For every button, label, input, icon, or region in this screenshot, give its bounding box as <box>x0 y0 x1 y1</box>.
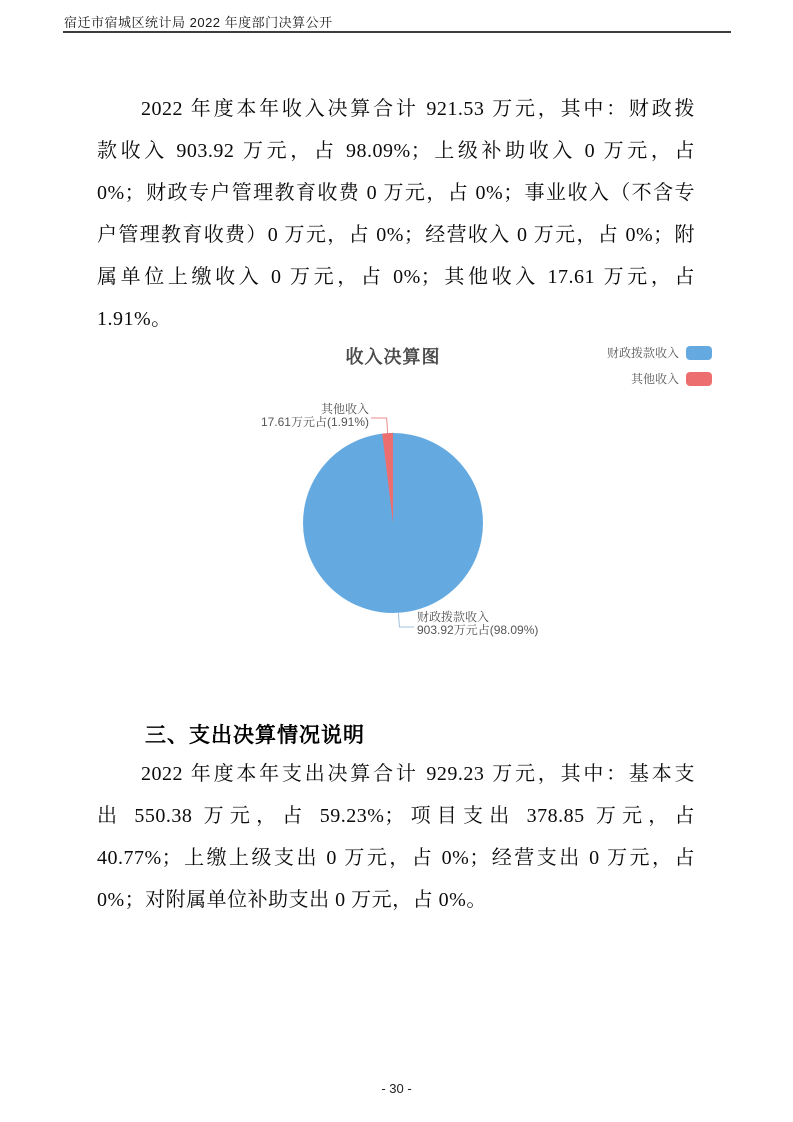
pie-label-fiscal-value: 903.92万元占(98.09%) <box>417 623 539 637</box>
expend-line: 0%；对附属单位补助支出 0 万元，占 0%。 <box>97 889 487 911</box>
expend-line: 40.77%；上缴上级支出 0 万元，占 0%；经营支出 0 万元，占 <box>97 847 695 869</box>
expend-line: 出 550.38 万元，占 59.23%；项目支出 378.85 万元，占 <box>97 805 695 827</box>
pie-label-other-name: 其他收入 <box>320 402 369 416</box>
income-line: 属单位上缴收入 0 万元，占 0%；其他收入 17.61 万元，占 <box>97 266 695 288</box>
leader-line-other <box>371 418 388 433</box>
income-line: 户管理教育收费）0 万元，占 0%；经营收入 0 万元，占 0%；附 <box>97 224 695 246</box>
income-paragraph <box>97 88 695 340</box>
income-line: 款收入 903.92 万元，占 98.09%；上级补助收入 0 万元，占 <box>97 140 695 162</box>
income-line: 0%；财政专户管理教育收费 0 万元，占 0%；事业收入（不含专 <box>97 182 695 204</box>
legend-label: 其他收入 <box>630 372 679 386</box>
legend-item-other[interactable] <box>607 370 712 387</box>
legend-label: 财政拨款收入 <box>606 346 679 360</box>
section-heading: 三、支出决算情况说明 <box>145 724 365 747</box>
pie-label-fiscal <box>417 611 538 637</box>
chart-legend <box>607 344 712 396</box>
expenditure-paragraph <box>97 753 695 921</box>
page-number: - 30 - <box>381 1081 412 1096</box>
expend-line: 2022 年度本年支出决算合计 929.23 万元，其中：基本支 <box>141 763 695 785</box>
pie-label-other-value: 17.61万元占(1.91%) <box>260 415 369 429</box>
page-header-title: 宿迁市宿城区统计局 2022 年度部门决算公开 <box>64 15 333 30</box>
income-line: 1.91%。 <box>97 308 172 330</box>
pie-label-fiscal-name: 财政拨款收入 <box>417 610 490 624</box>
chart-title: 收入决算图 <box>345 347 441 367</box>
leader-line-fiscal <box>398 613 414 627</box>
income-line: 2022 年度本年收入决算合计 921.53 万元，其中：财政拨 <box>141 98 695 120</box>
legend-swatch-blue-icon <box>686 346 712 360</box>
header-rule <box>63 31 731 33</box>
legend-swatch-red-icon <box>686 372 712 386</box>
pie-label-other <box>261 403 369 429</box>
legend-item-fiscal[interactable] <box>607 344 712 361</box>
